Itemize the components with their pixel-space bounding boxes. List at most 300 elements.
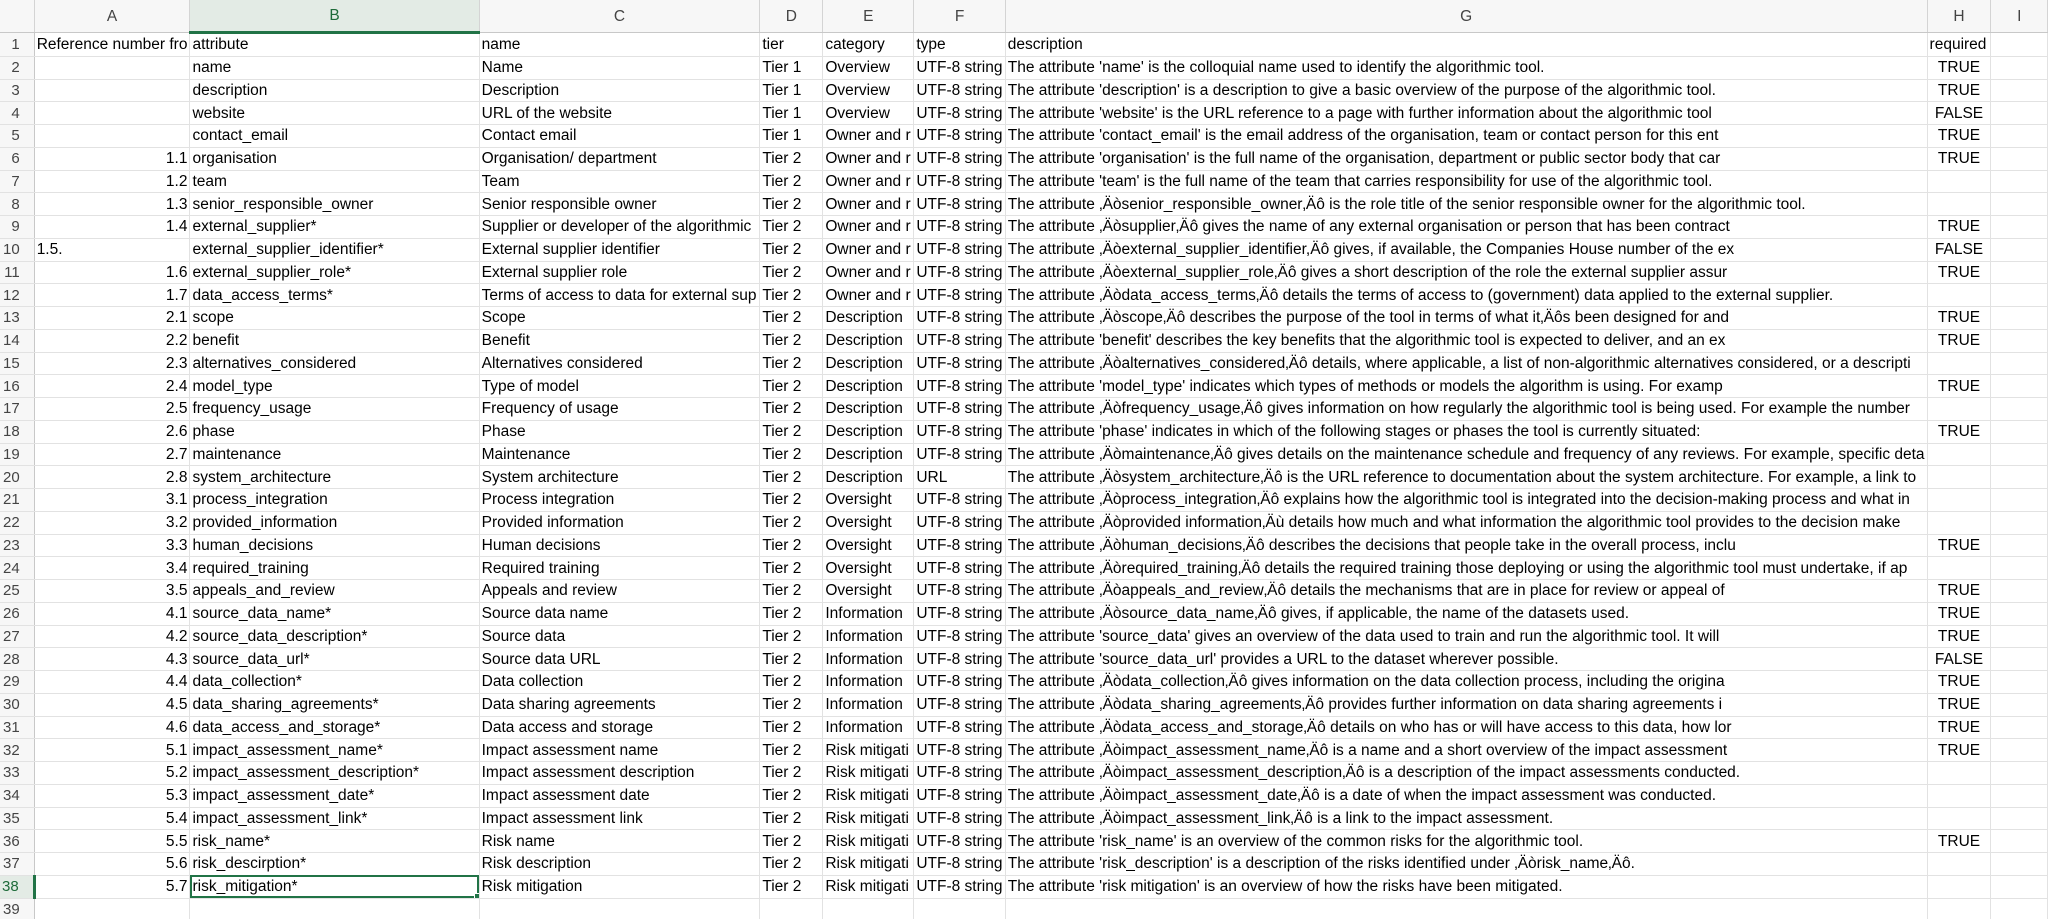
cell-c23[interactable]: Human decisions (479, 534, 760, 557)
cell-c7[interactable]: Team (479, 170, 760, 193)
cell-h8[interactable] (1927, 193, 1991, 216)
cell-g19[interactable]: The attribute ‚Äòmaintenance‚Äô gives details on the maintenance schedule and frequency of any reviews. For example, specific deta (1005, 443, 1927, 466)
cell-a38[interactable]: 5.7 (34, 875, 190, 898)
cell-f12[interactable]: UTF-8 string (914, 284, 1005, 307)
cell-i18[interactable] (1991, 420, 2048, 443)
cell-f33[interactable]: UTF-8 string (914, 762, 1005, 785)
cell-e30[interactable]: Information (823, 693, 914, 716)
cell-i38[interactable] (1991, 875, 2048, 898)
cell-a9[interactable]: 1.4 (34, 216, 190, 239)
cell-i33[interactable] (1991, 762, 2048, 785)
row-header[interactable]: 26 (0, 602, 34, 625)
cell-f25[interactable]: UTF-8 string (914, 580, 1005, 603)
cell-c21[interactable]: Process integration (479, 489, 760, 512)
cell-c26[interactable]: Source data name (479, 602, 760, 625)
row-header[interactable]: 22 (0, 511, 34, 534)
cell-d17[interactable]: Tier 2 (760, 398, 823, 421)
cell-g7[interactable]: The attribute 'team' is the full name of the team that carries responsibility for use of the algorithmic tool. (1005, 170, 1927, 193)
cell-f13[interactable]: UTF-8 string (914, 307, 1005, 330)
cell-a22[interactable]: 3.2 (34, 511, 190, 534)
cell-g22[interactable]: The attribute ‚Äòprovided information‚Äù details how much and what information the algorithmic tool provides to the decision make (1005, 511, 1927, 534)
row-header[interactable]: 11 (0, 261, 34, 284)
cell-h12[interactable] (1927, 284, 1991, 307)
cell-f18[interactable]: UTF-8 string (914, 420, 1005, 443)
cell-e25[interactable]: Oversight (823, 580, 914, 603)
cell-d3[interactable]: Tier 1 (760, 79, 823, 102)
cell-c20[interactable]: System architecture (479, 466, 760, 489)
row-header[interactable]: 31 (0, 716, 34, 739)
cell-d9[interactable]: Tier 2 (760, 216, 823, 239)
cell-h20[interactable] (1927, 466, 1991, 489)
cell-f21[interactable]: UTF-8 string (914, 489, 1005, 512)
cell-i23[interactable] (1991, 534, 2048, 557)
cell-f29[interactable]: UTF-8 string (914, 671, 1005, 694)
cell-a24[interactable]: 3.4 (34, 557, 190, 580)
cell-f30[interactable]: UTF-8 string (914, 693, 1005, 716)
cell-b6[interactable]: organisation (190, 147, 479, 170)
cell-f23[interactable]: UTF-8 string (914, 534, 1005, 557)
cell-e39[interactable] (823, 898, 914, 919)
cell-b36[interactable]: risk_name* (190, 830, 479, 853)
cell-e2[interactable]: Overview (823, 56, 914, 79)
cell-g4[interactable]: The attribute 'website' is the URL reference to a page with further information about the algorithmic tool (1005, 102, 1927, 125)
cell-h15[interactable] (1927, 352, 1991, 375)
cell-b39[interactable] (190, 898, 479, 919)
cell-h38[interactable] (1927, 875, 1991, 898)
cell-g28[interactable]: The attribute 'source_data_url' provides a URL to the dataset wherever possible. (1005, 648, 1927, 671)
column-header-d[interactable]: D (760, 0, 823, 33)
cell-a36[interactable]: 5.5 (34, 830, 190, 853)
row-header[interactable]: 36 (0, 830, 34, 853)
cell-d10[interactable]: Tier 2 (760, 238, 823, 261)
cell-b23[interactable]: human_decisions (190, 534, 479, 557)
cell-d27[interactable]: Tier 2 (760, 625, 823, 648)
row-header[interactable]: 12 (0, 284, 34, 307)
cell-b1[interactable]: attribute (190, 33, 479, 57)
cell-b21[interactable]: process_integration (190, 489, 479, 512)
cell-f16[interactable]: UTF-8 string (914, 375, 1005, 398)
cell-b25[interactable]: appeals_and_review (190, 580, 479, 603)
cell-g36[interactable]: The attribute 'risk_name' is an overview of the common risks for the algorithmic tool. (1005, 830, 1927, 853)
cell-b8[interactable]: senior_responsible_owner (190, 193, 479, 216)
cell-a4[interactable] (34, 102, 190, 125)
cell-a20[interactable]: 2.8 (34, 466, 190, 489)
cell-i17[interactable] (1991, 398, 2048, 421)
cell-c37[interactable]: Risk description (479, 853, 760, 876)
row-header[interactable]: 19 (0, 443, 34, 466)
column-header-c[interactable]: C (479, 0, 760, 33)
cell-i2[interactable] (1991, 56, 2048, 79)
cell-c31[interactable]: Data access and storage (479, 716, 760, 739)
cell-e38[interactable]: Risk mitigati (823, 875, 914, 898)
cell-f3[interactable]: UTF-8 string (914, 79, 1005, 102)
cell-i6[interactable] (1991, 147, 2048, 170)
cell-d39[interactable] (760, 898, 823, 919)
cell-e12[interactable]: Owner and r (823, 284, 914, 307)
row-header[interactable]: 1 (0, 33, 34, 57)
cell-h30[interactable]: TRUE (1927, 693, 1991, 716)
cell-d4[interactable]: Tier 1 (760, 102, 823, 125)
cell-a10[interactable]: 1.5. (34, 238, 190, 261)
cell-g31[interactable]: The attribute ‚Äòdata_access_and_storage‚Äô details on who has or will have access to this data, how lor (1005, 716, 1927, 739)
cell-b31[interactable]: data_access_and_storage* (190, 716, 479, 739)
cell-b3[interactable]: description (190, 79, 479, 102)
cell-a13[interactable]: 2.1 (34, 307, 190, 330)
cell-h4[interactable]: FALSE (1927, 102, 1991, 125)
cell-i29[interactable] (1991, 671, 2048, 694)
cell-d8[interactable]: Tier 2 (760, 193, 823, 216)
cell-d34[interactable]: Tier 2 (760, 784, 823, 807)
row-header[interactable]: 10 (0, 238, 34, 261)
cell-h9[interactable]: TRUE (1927, 216, 1991, 239)
cell-f14[interactable]: UTF-8 string (914, 329, 1005, 352)
cell-g30[interactable]: The attribute ‚Äòdata_sharing_agreements‚Äô provides further information on data sharing agreements i (1005, 693, 1927, 716)
cell-d25[interactable]: Tier 2 (760, 580, 823, 603)
cell-d26[interactable]: Tier 2 (760, 602, 823, 625)
cell-d30[interactable]: Tier 2 (760, 693, 823, 716)
cell-e4[interactable]: Overview (823, 102, 914, 125)
row-header[interactable]: 8 (0, 193, 34, 216)
cell-d35[interactable]: Tier 2 (760, 807, 823, 830)
cell-f36[interactable]: UTF-8 string (914, 830, 1005, 853)
cell-d18[interactable]: Tier 2 (760, 420, 823, 443)
cell-b11[interactable]: external_supplier_role* (190, 261, 479, 284)
cell-a6[interactable]: 1.1 (34, 147, 190, 170)
row-header[interactable]: 21 (0, 489, 34, 512)
cell-c12[interactable]: Terms of access to data for external sup (479, 284, 760, 307)
cell-c35[interactable]: Impact assessment link (479, 807, 760, 830)
cell-c39[interactable] (479, 898, 760, 919)
cell-h34[interactable] (1927, 784, 1991, 807)
cell-e16[interactable]: Description (823, 375, 914, 398)
cell-c19[interactable]: Maintenance (479, 443, 760, 466)
cell-e28[interactable]: Information (823, 648, 914, 671)
cell-i3[interactable] (1991, 79, 2048, 102)
cell-h11[interactable]: TRUE (1927, 261, 1991, 284)
cell-i19[interactable] (1991, 443, 2048, 466)
cell-c3[interactable]: Description (479, 79, 760, 102)
row-header[interactable]: 38 (0, 875, 34, 898)
cell-h32[interactable]: TRUE (1927, 739, 1991, 762)
cell-e33[interactable]: Risk mitigati (823, 762, 914, 785)
cell-i24[interactable] (1991, 557, 2048, 580)
cell-d23[interactable]: Tier 2 (760, 534, 823, 557)
cell-g37[interactable]: The attribute 'risk_description' is a description of the risks identified under ‚Äòrisk_name‚Äô. (1005, 853, 1927, 876)
row-header[interactable]: 27 (0, 625, 34, 648)
cell-c15[interactable]: Alternatives considered (479, 352, 760, 375)
cell-a19[interactable]: 2.7 (34, 443, 190, 466)
row-header[interactable]: 28 (0, 648, 34, 671)
cell-d32[interactable]: Tier 2 (760, 739, 823, 762)
cell-c25[interactable]: Appeals and review (479, 580, 760, 603)
cell-f2[interactable]: UTF-8 string (914, 56, 1005, 79)
cell-c30[interactable]: Data sharing agreements (479, 693, 760, 716)
cell-a3[interactable] (34, 79, 190, 102)
row-header[interactable]: 24 (0, 557, 34, 580)
cell-d28[interactable]: Tier 2 (760, 648, 823, 671)
cell-i13[interactable] (1991, 307, 2048, 330)
cell-f9[interactable]: UTF-8 string (914, 216, 1005, 239)
cell-h25[interactable]: TRUE (1927, 580, 1991, 603)
cell-c5[interactable]: Contact email (479, 125, 760, 148)
select-all-corner[interactable] (0, 0, 34, 33)
cell-a25[interactable]: 3.5 (34, 580, 190, 603)
cell-a35[interactable]: 5.4 (34, 807, 190, 830)
cell-g24[interactable]: The attribute ‚Äòrequired_training‚Äô details the required training those deploying or using the algorithmic tool must undertake, if ap (1005, 557, 1927, 580)
cell-g8[interactable]: The attribute ‚Äòsenior_responsible_owner‚Äô is the role title of the senior responsible owner for the algorithmic tool. (1005, 193, 1927, 216)
cell-i5[interactable] (1991, 125, 2048, 148)
cell-d24[interactable]: Tier 2 (760, 557, 823, 580)
cell-c34[interactable]: Impact assessment date (479, 784, 760, 807)
cell-h35[interactable] (1927, 807, 1991, 830)
cell-h16[interactable]: TRUE (1927, 375, 1991, 398)
cell-h24[interactable] (1927, 557, 1991, 580)
cell-e15[interactable]: Description (823, 352, 914, 375)
cell-h31[interactable]: TRUE (1927, 716, 1991, 739)
cell-g1[interactable]: description (1005, 33, 1927, 57)
cell-c14[interactable]: Benefit (479, 329, 760, 352)
cell-h14[interactable]: TRUE (1927, 329, 1991, 352)
cell-a32[interactable]: 5.1 (34, 739, 190, 762)
cell-h6[interactable]: TRUE (1927, 147, 1991, 170)
cell-i36[interactable] (1991, 830, 2048, 853)
row-header[interactable]: 25 (0, 580, 34, 603)
cell-g10[interactable]: The attribute ‚Äòexternal_supplier_identifier,Äô gives, if available, the Companies House number of the ex (1005, 238, 1927, 261)
column-header-g[interactable]: G (1005, 0, 1927, 33)
cell-h18[interactable]: TRUE (1927, 420, 1991, 443)
cell-a26[interactable]: 4.1 (34, 602, 190, 625)
cell-e29[interactable]: Information (823, 671, 914, 694)
cell-a37[interactable]: 5.6 (34, 853, 190, 876)
row-header[interactable]: 13 (0, 307, 34, 330)
cell-g6[interactable]: The attribute 'organisation' is the full name of the organisation, department or public sector body that car (1005, 147, 1927, 170)
cell-g26[interactable]: The attribute ‚Äòsource_data_name‚Äô gives, if applicable, the name of the datasets used. (1005, 602, 1927, 625)
cell-a11[interactable]: 1.6 (34, 261, 190, 284)
cell-a5[interactable] (34, 125, 190, 148)
cell-b22[interactable]: provided_information (190, 511, 479, 534)
cell-e11[interactable]: Owner and r (823, 261, 914, 284)
cell-d31[interactable]: Tier 2 (760, 716, 823, 739)
cell-g18[interactable]: The attribute 'phase' indicates in which of the following stages or phases the tool is currently situated: (1005, 420, 1927, 443)
cell-e13[interactable]: Description (823, 307, 914, 330)
cell-e1[interactable]: category (823, 33, 914, 57)
cell-e26[interactable]: Information (823, 602, 914, 625)
cell-d5[interactable]: Tier 1 (760, 125, 823, 148)
cell-e37[interactable]: Risk mitigati (823, 853, 914, 876)
cell-i26[interactable] (1991, 602, 2048, 625)
cell-c18[interactable]: Phase (479, 420, 760, 443)
cell-c17[interactable]: Frequency of usage (479, 398, 760, 421)
cell-i16[interactable] (1991, 375, 2048, 398)
row-header[interactable]: 29 (0, 671, 34, 694)
cell-f15[interactable]: UTF-8 string (914, 352, 1005, 375)
cell-h3[interactable]: TRUE (1927, 79, 1991, 102)
row-header[interactable]: 33 (0, 762, 34, 785)
row-header[interactable]: 32 (0, 739, 34, 762)
cell-a2[interactable] (34, 56, 190, 79)
cell-i25[interactable] (1991, 580, 2048, 603)
cell-i28[interactable] (1991, 648, 2048, 671)
cell-h17[interactable] (1927, 398, 1991, 421)
cell-f32[interactable]: UTF-8 string (914, 739, 1005, 762)
cell-c6[interactable]: Organisation/ department (479, 147, 760, 170)
cell-b30[interactable]: data_sharing_agreements* (190, 693, 479, 716)
cell-d11[interactable]: Tier 2 (760, 261, 823, 284)
cell-h36[interactable]: TRUE (1927, 830, 1991, 853)
cell-g16[interactable]: The attribute 'model_type' indicates which types of methods or models the algorithm is using. For examp (1005, 375, 1927, 398)
cell-f20[interactable]: URL (914, 466, 1005, 489)
cell-g3[interactable]: The attribute 'description' is a description to give a basic overview of the purpose of the algorithmic tool. (1005, 79, 1927, 102)
cell-d21[interactable]: Tier 2 (760, 489, 823, 512)
cell-e6[interactable]: Owner and r (823, 147, 914, 170)
cell-i34[interactable] (1991, 784, 2048, 807)
cell-c33[interactable]: Impact assessment description (479, 762, 760, 785)
cell-g25[interactable]: The attribute ‚Äòappeals_and_review‚Äô details the mechanisms that are in place for review or appeal of (1005, 580, 1927, 603)
cell-b13[interactable]: scope (190, 307, 479, 330)
cell-e14[interactable]: Description (823, 329, 914, 352)
cell-d13[interactable]: Tier 2 (760, 307, 823, 330)
cell-a8[interactable]: 1.3 (34, 193, 190, 216)
row-header[interactable]: 14 (0, 329, 34, 352)
cell-e8[interactable]: Owner and r (823, 193, 914, 216)
cell-i1[interactable] (1991, 33, 2048, 57)
cell-f38[interactable]: UTF-8 string (914, 875, 1005, 898)
cell-c9[interactable]: Supplier or developer of the algorithmic (479, 216, 760, 239)
cell-i4[interactable] (1991, 102, 2048, 125)
cell-e19[interactable]: Description (823, 443, 914, 466)
cell-i14[interactable] (1991, 329, 2048, 352)
cell-b4[interactable]: website (190, 102, 479, 125)
row-header[interactable]: 39 (0, 898, 34, 919)
cell-b35[interactable]: impact_assessment_link* (190, 807, 479, 830)
cell-i12[interactable] (1991, 284, 2048, 307)
row-header[interactable]: 3 (0, 79, 34, 102)
cell-g35[interactable]: The attribute ‚Äòimpact_assessment_link‚Äô is a link to the impact assessment. (1005, 807, 1927, 830)
cell-g9[interactable]: The attribute ‚Äòsupplier‚Äô gives the name of any external organisation or person that has been contract (1005, 216, 1927, 239)
cell-f8[interactable]: UTF-8 string (914, 193, 1005, 216)
cell-e3[interactable]: Overview (823, 79, 914, 102)
cell-g12[interactable]: The attribute ‚Äòdata_access_terms‚Äô details the terms of access to (government) data applied to the external supplier. (1005, 284, 1927, 307)
row-header[interactable]: 20 (0, 466, 34, 489)
cell-e35[interactable]: Risk mitigati (823, 807, 914, 830)
cell-i20[interactable] (1991, 466, 2048, 489)
row-header[interactable]: 5 (0, 125, 34, 148)
cell-e34[interactable]: Risk mitigati (823, 784, 914, 807)
cell-f6[interactable]: UTF-8 string (914, 147, 1005, 170)
cell-f19[interactable]: UTF-8 string (914, 443, 1005, 466)
cell-i39[interactable] (1991, 898, 2048, 919)
cell-e9[interactable]: Owner and r (823, 216, 914, 239)
cell-f37[interactable]: UTF-8 string (914, 853, 1005, 876)
cell-c36[interactable]: Risk name (479, 830, 760, 853)
cell-h1[interactable]: required (1927, 33, 1991, 57)
cell-b19[interactable]: maintenance (190, 443, 479, 466)
cell-f5[interactable]: UTF-8 string (914, 125, 1005, 148)
cell-h28[interactable]: FALSE (1927, 648, 1991, 671)
cell-b38[interactable]: risk_mitigation* (190, 875, 479, 898)
cell-g11[interactable]: The attribute ‚Äòexternal_supplier_role‚Äô gives a short description of the role the external supplier assur (1005, 261, 1927, 284)
cell-g39[interactable] (1005, 898, 1927, 919)
column-header-a[interactable]: A (34, 0, 190, 33)
cell-i11[interactable] (1991, 261, 2048, 284)
cell-e23[interactable]: Oversight (823, 534, 914, 557)
cell-h19[interactable] (1927, 443, 1991, 466)
cell-g34[interactable]: The attribute ‚Äòimpact_assessment_date‚Äô is a date of when the impact assessment was conducted. (1005, 784, 1927, 807)
cell-b10[interactable]: external_supplier_identifier* (190, 238, 479, 261)
cell-d7[interactable]: Tier 2 (760, 170, 823, 193)
cell-i10[interactable] (1991, 238, 2048, 261)
cell-c28[interactable]: Source data URL (479, 648, 760, 671)
cell-g27[interactable]: The attribute 'source_data' gives an overview of the data used to train and run the algorithmic tool. It will (1005, 625, 1927, 648)
cell-g29[interactable]: The attribute ‚Äòdata_collection‚Äô gives information on the data collection process, including the origina (1005, 671, 1927, 694)
cell-h33[interactable] (1927, 762, 1991, 785)
cell-d12[interactable]: Tier 2 (760, 284, 823, 307)
cell-h23[interactable]: TRUE (1927, 534, 1991, 557)
column-header-h[interactable]: H (1927, 0, 1991, 33)
cell-h10[interactable]: FALSE (1927, 238, 1991, 261)
cell-b16[interactable]: model_type (190, 375, 479, 398)
cell-a18[interactable]: 2.6 (34, 420, 190, 443)
cell-c4[interactable]: URL of the website (479, 102, 760, 125)
cell-d33[interactable]: Tier 2 (760, 762, 823, 785)
cell-d16[interactable]: Tier 2 (760, 375, 823, 398)
cell-f31[interactable]: UTF-8 string (914, 716, 1005, 739)
row-header[interactable]: 4 (0, 102, 34, 125)
cell-g23[interactable]: The attribute ‚Äòhuman_decisions‚Äô describes the decisions that people take in the overall process, inclu (1005, 534, 1927, 557)
cell-i8[interactable] (1991, 193, 2048, 216)
cell-h22[interactable] (1927, 511, 1991, 534)
cell-g14[interactable]: The attribute 'benefit' describes the key benefits that the algorithmic tool is expected to deliver, and an ex (1005, 329, 1927, 352)
cell-d36[interactable]: Tier 2 (760, 830, 823, 853)
row-header[interactable]: 37 (0, 853, 34, 876)
cell-f17[interactable]: UTF-8 string (914, 398, 1005, 421)
cell-c32[interactable]: Impact assessment name (479, 739, 760, 762)
cell-c27[interactable]: Source data (479, 625, 760, 648)
cell-h27[interactable]: TRUE (1927, 625, 1991, 648)
cell-a39[interactable] (34, 898, 190, 919)
cell-h26[interactable]: TRUE (1927, 602, 1991, 625)
cell-c24[interactable]: Required training (479, 557, 760, 580)
cell-a1[interactable]: Reference number fro (34, 33, 190, 57)
cell-f1[interactable]: type (914, 33, 1005, 57)
cell-e18[interactable]: Description (823, 420, 914, 443)
cell-f26[interactable]: UTF-8 string (914, 602, 1005, 625)
cell-i37[interactable] (1991, 853, 2048, 876)
cell-a28[interactable]: 4.3 (34, 648, 190, 671)
row-header[interactable]: 16 (0, 375, 34, 398)
cell-c11[interactable]: External supplier role (479, 261, 760, 284)
cell-e10[interactable]: Owner and r (823, 238, 914, 261)
cell-a34[interactable]: 5.3 (34, 784, 190, 807)
row-header[interactable]: 15 (0, 352, 34, 375)
cell-a27[interactable]: 4.2 (34, 625, 190, 648)
cell-h39[interactable] (1927, 898, 1991, 919)
cell-b18[interactable]: phase (190, 420, 479, 443)
cell-e21[interactable]: Oversight (823, 489, 914, 512)
cell-d22[interactable]: Tier 2 (760, 511, 823, 534)
cell-g2[interactable]: The attribute 'name' is the colloquial name used to identify the algorithmic tool. (1005, 56, 1927, 79)
cell-f34[interactable]: UTF-8 string (914, 784, 1005, 807)
cell-a15[interactable]: 2.3 (34, 352, 190, 375)
cell-e22[interactable]: Oversight (823, 511, 914, 534)
cell-b34[interactable]: impact_assessment_date* (190, 784, 479, 807)
cell-g21[interactable]: The attribute ‚Äòprocess_integration‚Äô explains how the algorithmic tool is integrated into the decision-making process and what in (1005, 489, 1927, 512)
row-header[interactable]: 18 (0, 420, 34, 443)
cell-c1[interactable]: name (479, 33, 760, 57)
cell-h37[interactable] (1927, 853, 1991, 876)
cell-a30[interactable]: 4.5 (34, 693, 190, 716)
cell-i15[interactable] (1991, 352, 2048, 375)
